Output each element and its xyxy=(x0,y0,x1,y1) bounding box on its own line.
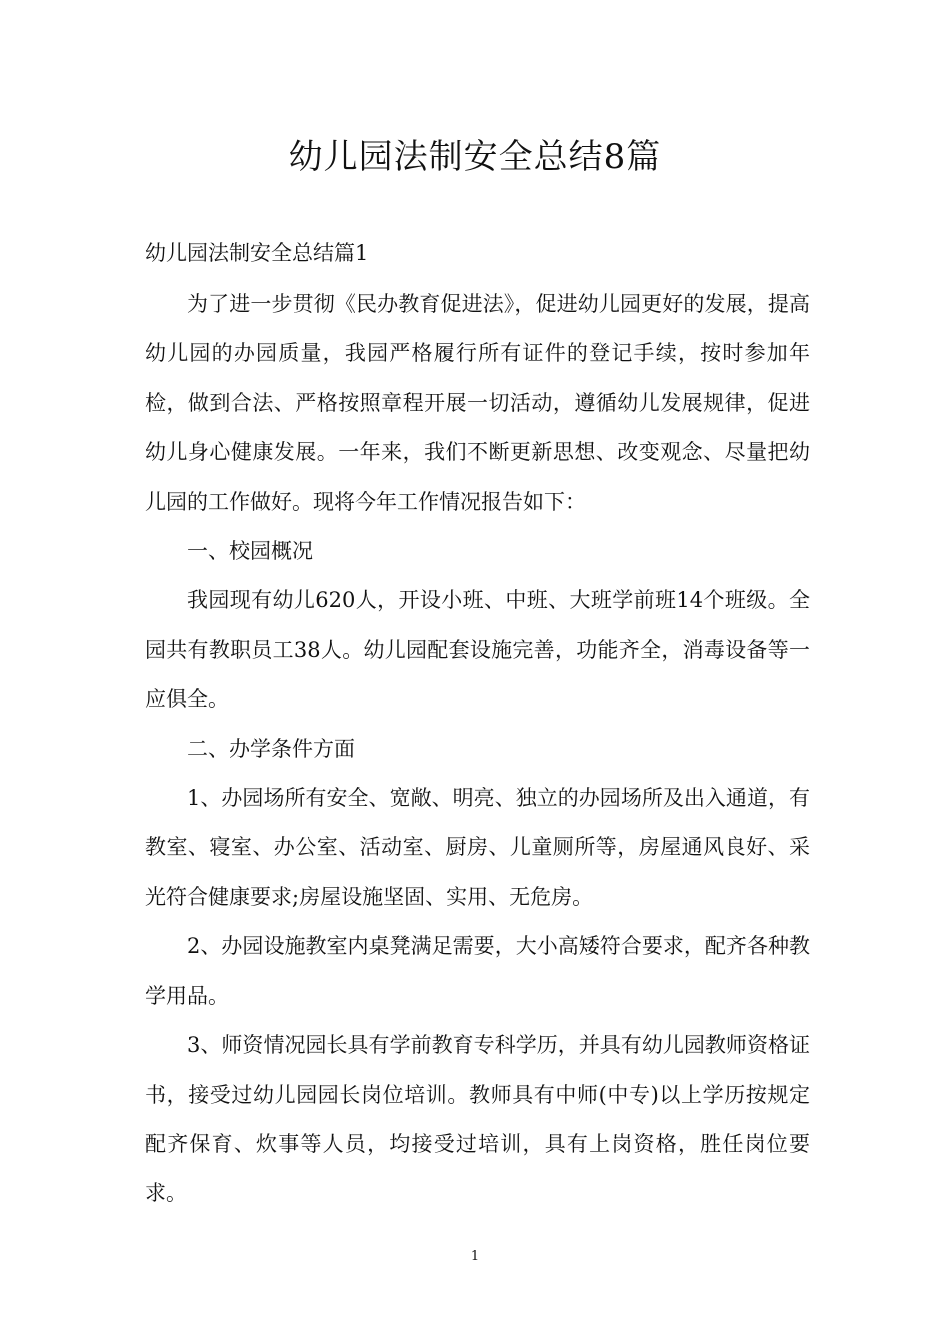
section-heading-campus: 一、校园概况 xyxy=(187,539,313,564)
intro-paragraph: 为了进一步贯彻《民办教育促进法》，促进幼儿园更好的发展，提高幼儿园的办园质量，我园严格履行所有证件的登记手续，按时参加年检，做到合法、严格按照章程开展一切活动，遵循幼儿发展规律，促进幼儿身心健康发展。一年来，我们不断更新思想、改变观念、尽量把幼儿园的工作做好。现将今年工作情况报告如下： xyxy=(145,292,810,514)
document-title: 幼儿园法制安全总结8篇 xyxy=(288,137,662,177)
section-heading: 幼儿园法制安全总结篇1 xyxy=(145,241,369,265)
page-number: 1 xyxy=(470,1249,480,1264)
conditions-item-2: 2、办园设施教室内桌凳满足需要，大小高矮符合要求，配齐各种教学用品。 xyxy=(145,934,810,1008)
section-heading-conditions: 二、办学条件方面 xyxy=(187,736,355,761)
campus-paragraph: 我园现有幼儿620人，开设小班、中班、大班学前班14个班级。全园共有教职员工38人。幼儿园配套设施完善，功能齐全，消毒设备等一应俱全。 xyxy=(145,588,810,712)
conditions-item-1: 1、办园场所有安全、宽敞、明亮、独立的办园场所及出入通道，有教室、寝室、办公室、活动室、厨房、儿童厕所等，房屋通风良好、采光符合健康要求;房屋设施坚固、实用、无危房。 xyxy=(145,786,810,909)
document-body xyxy=(145,280,810,1219)
conditions-item-3: 3、师资情况园长具有学前教育专科学历，并具有幼儿园教师资格证书，接受过幼儿园园长岗位培训。教师具有中师(中专)以上学历按规定配齐保育、炊事等人员，均接受过培训，具有上岗资格，胜任岗位要求。 xyxy=(145,1033,810,1206)
